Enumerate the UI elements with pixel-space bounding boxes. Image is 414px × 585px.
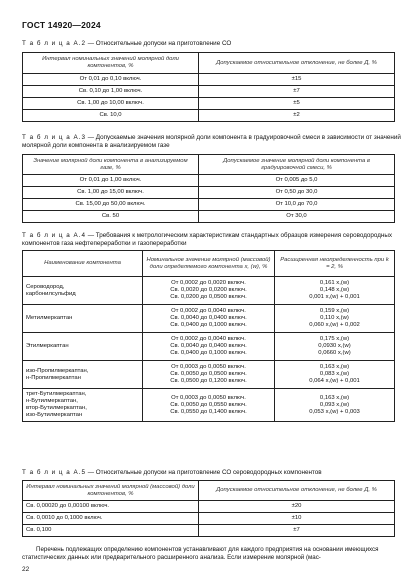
table-cell: Св. 15,00 до 50,00 включ. bbox=[23, 199, 199, 211]
component-name bbox=[23, 361, 143, 389]
page-number: 22 bbox=[22, 566, 30, 573]
component-name bbox=[23, 305, 143, 333]
table-a2-title: — Относительные допуски на приготовление СО bbox=[87, 40, 232, 47]
table-a4-label: Т а б л и ц а А.4 bbox=[22, 232, 86, 239]
nominal-range bbox=[143, 389, 275, 422]
uncertainty-value bbox=[275, 361, 395, 389]
range-line: Св. 0,0200 до 0,0500 включ. bbox=[170, 294, 247, 300]
table-cell: ±2 bbox=[199, 110, 395, 122]
uncertainty-line: 0,0930 x,(w) bbox=[318, 343, 351, 349]
table-row bbox=[23, 199, 395, 211]
table-row bbox=[23, 187, 395, 199]
table-a2-caption bbox=[22, 40, 402, 48]
table-a4-title: — Требования к метрологическим характеристикам стандартных образцов измерения сероводородных компонентов газа нефтепереработки и газопереработки bbox=[22, 232, 393, 247]
uncertainty-line: 0,053 x,(w) + 0,003 bbox=[309, 408, 360, 415]
table-a3-header-gas: Значение молярной доли компонента в анализируемом газе, % bbox=[23, 155, 199, 175]
range-line: Св. 0,0050 до 0,0500 включ. bbox=[170, 371, 247, 377]
table-row bbox=[23, 211, 395, 223]
table-cell: ±5 bbox=[199, 98, 395, 110]
component-name bbox=[23, 389, 143, 422]
component-name-line: втор-Бутилмеркаптан, bbox=[26, 405, 87, 411]
table-a5-header-interval: Интервал номинальных значений молярной (массовой) доли компонентов, % bbox=[23, 481, 199, 501]
range-line: От 0,0002 до 0,0020 включ. bbox=[171, 280, 246, 286]
table-cell: ±15 bbox=[199, 74, 395, 86]
range-line: Св. 0,0040 до 0,0400 включ. bbox=[170, 343, 247, 349]
table-row bbox=[23, 305, 395, 333]
table-a3-caption bbox=[22, 134, 402, 149]
table-row bbox=[23, 525, 395, 537]
range-line: От 0,0002 до 0,0040 включ. bbox=[171, 308, 246, 314]
range-line: Св. 0,0550 до 0,1400 включ. bbox=[170, 408, 247, 415]
uncertainty-value bbox=[275, 389, 395, 422]
table-cell: ±10 bbox=[199, 513, 395, 525]
table-cell: ±7 bbox=[199, 525, 395, 537]
table-a2 bbox=[22, 52, 395, 122]
nominal-range bbox=[143, 305, 275, 333]
nominal-range bbox=[143, 361, 275, 389]
nominal-range bbox=[143, 277, 275, 305]
component-name-line: Метилмеркаптан bbox=[26, 315, 73, 321]
table-row bbox=[23, 361, 395, 389]
uncertainty-value bbox=[275, 277, 395, 305]
range-line: Св. 0,0400 до 0,1000 включ. bbox=[170, 322, 247, 328]
document-code: ГОСТ 14920—2024 bbox=[22, 20, 101, 30]
component-name-line: н-Бутилмеркаптан, bbox=[26, 398, 78, 404]
uncertainty-line: 0,083 x,(w) bbox=[319, 371, 350, 377]
table-cell: От 0,50 до 30,0 bbox=[199, 187, 395, 199]
table-cell: От 0,01 до 0,10 включ. bbox=[23, 74, 199, 86]
uncertainty-line: 0,159 x,(w) bbox=[319, 308, 350, 314]
table-a2-header-deviation: Допускаемое относительное отклонение, не более Д, % bbox=[199, 53, 395, 74]
table-a3-header-mix: Допускаемое значение молярной доли компонента в градуировочной смеси, % bbox=[199, 155, 395, 175]
component-name-line: изо-Пропилмеркаптан, bbox=[26, 367, 89, 374]
table-a4-header-nominal: Номинальное значение молярной (массовой) доли определяемого компонента x, (w), % bbox=[143, 251, 275, 277]
table-a3-title: — Допускаемые значения молярной доли компонента в градуировочной смеси в зависимости от значений молярной доли компонента в анализируемом газе bbox=[22, 134, 401, 149]
component-name-line: Этилмеркаптан bbox=[26, 343, 69, 349]
range-line: От 0,0002 до 0,0040 включ. bbox=[171, 336, 246, 342]
table-cell: ±7 bbox=[199, 86, 395, 98]
range-line: Св. 0,0500 до 0,1200 включ. bbox=[170, 378, 247, 384]
table-cell: Св. 0,100 bbox=[23, 525, 199, 537]
uncertainty-line: 0,093 x,(w) bbox=[319, 401, 350, 408]
uncertainty-line: 0,148 x,(w) bbox=[319, 287, 350, 293]
table-cell: Св. 0,00020 до 0,00100 включ. bbox=[23, 501, 199, 513]
table-a4 bbox=[22, 250, 395, 422]
table-a5 bbox=[22, 480, 395, 537]
uncertainty-line: 0,163 x,(w) bbox=[319, 394, 350, 401]
range-line: Св. 0,0400 до 0,1000 включ. bbox=[170, 350, 247, 356]
component-name-line: трет-Бутилмеркаптан, bbox=[26, 391, 87, 397]
table-row bbox=[23, 98, 395, 110]
component-name bbox=[23, 333, 143, 361]
table-row bbox=[23, 277, 395, 305]
uncertainty-line: 0,163 x,(w) bbox=[319, 364, 350, 370]
table-row bbox=[23, 175, 395, 187]
component-name-line: н-Пропилмеркаптан bbox=[26, 374, 81, 381]
range-line: Св. 0,0020 до 0,0200 включ. bbox=[170, 287, 247, 293]
table-row bbox=[23, 389, 395, 422]
uncertainty-value bbox=[275, 333, 395, 361]
table-cell: Св. 1,00 до 10,00 включ. bbox=[23, 98, 199, 110]
table-row bbox=[23, 333, 395, 361]
body-paragraph: Перечень подлежащих определению компонентов устанавливают для каждого предприятия на основании имеющихся статистических данных или предварительного расширенного анализа. Если измерение молярной (мас- bbox=[22, 546, 379, 561]
table-cell: Св. 0,10 до 1,00 включ. bbox=[23, 86, 199, 98]
table-row bbox=[23, 86, 395, 98]
table-row bbox=[23, 110, 395, 122]
table-a2-label: Т а б л и ц а А.2 bbox=[22, 40, 86, 47]
uncertainty-line: 0,0660 x,(w) bbox=[318, 350, 351, 356]
range-line: Св. 0,0040 до 0,0400 включ. bbox=[170, 315, 247, 321]
table-cell: Св. 50 bbox=[23, 211, 199, 223]
range-line: От 0,0003 до 0,0050 включ. bbox=[171, 394, 246, 401]
table-a2-header-interval: Интервал номинальных значений молярной доли компонентов, % bbox=[23, 53, 199, 74]
uncertainty-line: 0,001 x,(w) + 0,001 bbox=[309, 294, 360, 300]
table-cell: От 10,0 до 70,0 bbox=[199, 199, 395, 211]
uncertainty-line: 0,060 x,(w) + 0,002 bbox=[309, 322, 360, 328]
table-a4-header-uncertainty: Расширенная неопределенность при k = 2, % bbox=[275, 251, 395, 277]
uncertainty-line: 0,110 x,(w) bbox=[320, 315, 349, 321]
table-a4-caption bbox=[22, 232, 402, 247]
component-name-line: карбонилсульфид bbox=[26, 290, 76, 297]
table-a5-title: — Относительные допуски на приготовление СО сероводородных компонентов bbox=[87, 469, 322, 476]
table-a3 bbox=[22, 154, 395, 223]
table-cell: От 0,01 до 1,00 включ. bbox=[23, 175, 199, 187]
table-a5-header-deviation: Допускаемое относительное отклонение, не более Д, % bbox=[199, 481, 395, 501]
table-a4-header-component: Наименование компонента bbox=[23, 251, 143, 277]
table-cell: От 0,005 до 5,0 bbox=[199, 175, 395, 187]
uncertainty-line: 0,161 x,(w) bbox=[319, 280, 350, 286]
table-cell: ±20 bbox=[199, 501, 395, 513]
uncertainty-line: 0,175 x,(w) bbox=[319, 336, 350, 342]
range-line: От 0,0003 до 0,0050 включ. bbox=[171, 364, 246, 370]
table-cell: Св. 1,00 до 15,00 включ. bbox=[23, 187, 199, 199]
table-row bbox=[23, 501, 395, 513]
component-name-line: Сероводород, bbox=[26, 283, 65, 290]
table-cell: Св. 0,0010 до 0,1000 включ. bbox=[23, 513, 199, 525]
uncertainty-line: 0,064 x,(w) + 0,001 bbox=[309, 378, 360, 384]
table-a5-label: Т а б л и ц а А.5 bbox=[22, 469, 86, 476]
nominal-range bbox=[143, 333, 275, 361]
range-line: Св. 0,0050 до 0,0550 включ. bbox=[170, 401, 247, 408]
component-name-line: изо-Бутилмеркаптан bbox=[26, 412, 83, 418]
table-cell: От 30,0 bbox=[199, 211, 395, 223]
table-row bbox=[23, 513, 395, 525]
component-name bbox=[23, 277, 143, 305]
table-a5-caption bbox=[22, 469, 402, 477]
table-row bbox=[23, 74, 395, 86]
table-cell: Св. 10,0 bbox=[23, 110, 199, 122]
table-a3-label: Т а б л и ц а А.3 bbox=[22, 134, 86, 141]
uncertainty-value bbox=[275, 305, 395, 333]
